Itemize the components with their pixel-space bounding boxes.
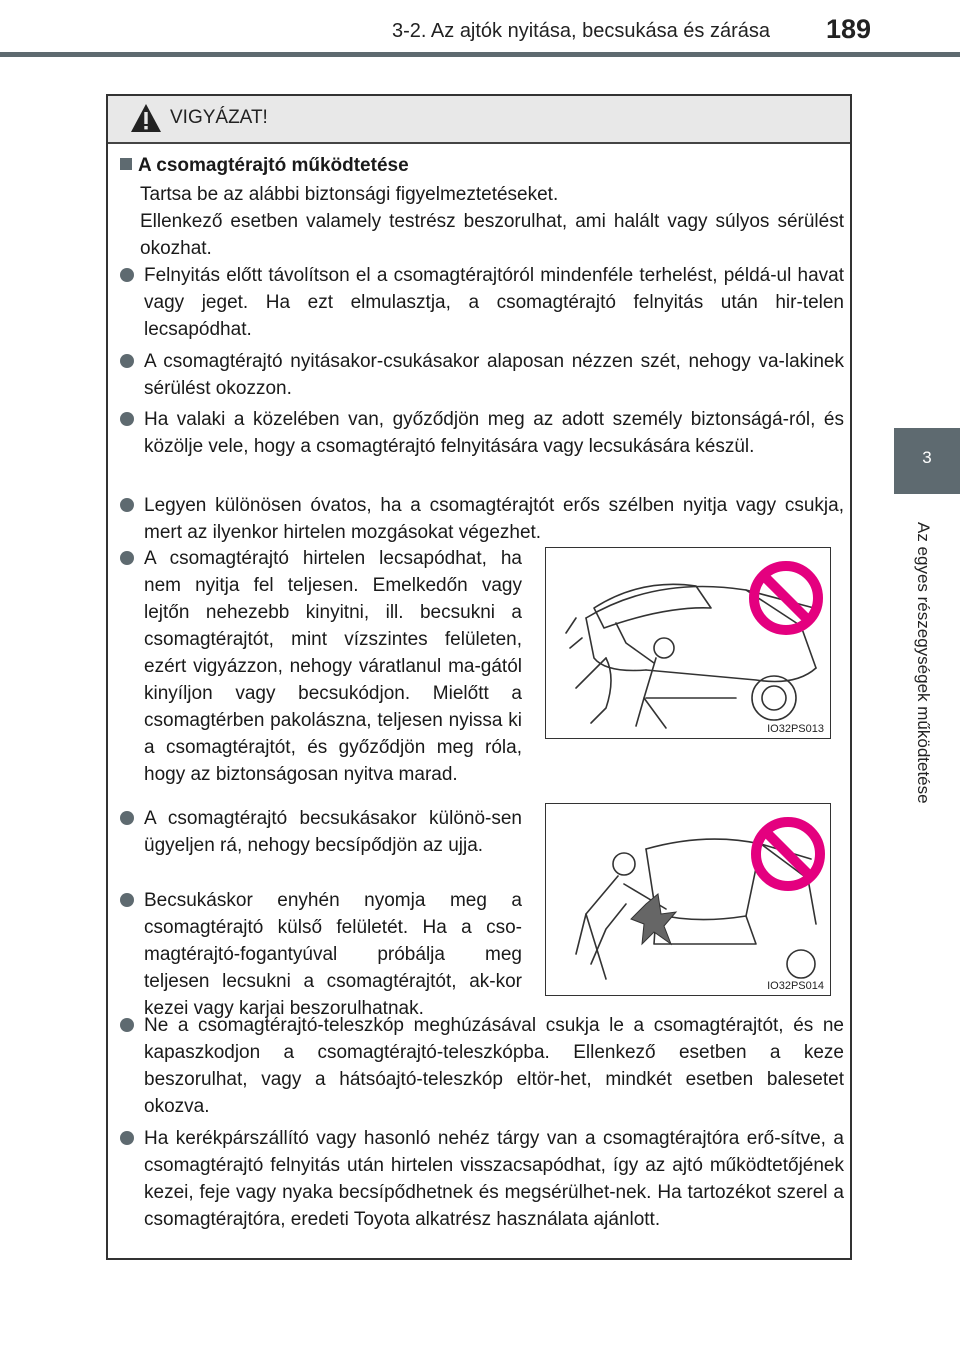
bullet-dot-icon [120, 412, 134, 426]
list-item [120, 545, 522, 788]
trunk-opening-illustration [546, 548, 831, 739]
list-item [120, 262, 844, 343]
list-item [120, 1012, 844, 1120]
list-item [120, 348, 844, 402]
bullet-dot-icon [120, 268, 134, 282]
bullet-dot-icon [120, 893, 134, 907]
header-rule [0, 52, 960, 57]
chapter-number: 3 [922, 448, 932, 467]
list-item [120, 1125, 844, 1233]
chapter-label: Az egyes részegységek működtetése [914, 522, 933, 804]
list-item-text: Ne a csomagtérajtó-teleszkóp meghúzásával csukja le a csomagtérajtót, és ne kapaszkodjon a csomagtérajtó-teleszkópba. Ellenkező esetben a keze beszorulhat, vagy a hátsóajtó-teleszkóp eltör-het, mindkét esetben balesetet okozva. [144, 1015, 844, 1117]
list-item-text: Felnyitás előtt távolítson el a csomagtérajtóról mindenféle terhelést, példá-ul havat vagy jeget. Ha ezt elmulasztja, a csomagtérajtó felnyitás után hir-telen lecsapódhat. [144, 265, 844, 340]
section-heading [120, 155, 409, 177]
list-item-text: Ha valaki a közelében van, győződjön meg az adott személy biztonságá-ról, és közölje vele, hogy a csomagtérajtó felnyitására vagy lecsukására készül. [144, 409, 844, 457]
trunk-closing-illustration [546, 804, 831, 996]
section-heading-text: A csomagtérajtó működtetése [138, 155, 409, 176]
chapter-tab [894, 428, 960, 494]
bullet-dot-icon [120, 498, 134, 512]
bullet-dot-icon [120, 354, 134, 368]
list-item [120, 887, 522, 1022]
figure-trunk-opening [545, 547, 831, 739]
page-number: 189 [826, 14, 872, 44]
intro-line-2: Ellenkező esetben valamely testrész beszorulhat, ami halált vagy súlyos sérülést okozhat. [140, 211, 844, 259]
warning-header [108, 96, 850, 144]
impact-burst-icon [631, 894, 676, 944]
bullet-dot-icon [120, 1131, 134, 1145]
figure-code: IO32PS014 [767, 980, 824, 992]
square-bullet-icon [120, 158, 132, 170]
figure-code: IO32PS013 [767, 723, 824, 735]
bullet-dot-icon [120, 1018, 134, 1032]
list-item-text: Ha kerékpárszállító vagy hasonló nehéz tárgy van a csomagtérajtóra erő-sítve, a csomagtérajtó felnyitás után hirtelen visszacsapódhat, így az ajtó működtetőjének kezei, feje vagy nyaka becsípődhetnek és megsérülhet-nek. Ha tartozékot szerel a csomagtérajtóra, eredeti Toyota alkatrész használata ajánlott. [144, 1128, 844, 1230]
list-item-text: A csomagtérajtó hirtelen lecsapódhat, ha nem nyitja fel teljesen. Emelkedőn vagy lejtőn nehezebb kinyitni, ill. becsukni a csomagtérajtót, mint vízszintes felületen, ezért vigyázzon, nehogy váratlanul ma-gától kinyíljon vagy becsukódjon. Mielőtt a csomagtérben pakolászna, teljesen nyissa ki a csomagtérajtót, és győződjön meg róla, hogy az biztonságosan nyitva marad. [144, 548, 522, 785]
header-section-title: 3-2. Az ajtók nyitása, becsukása és zárása [392, 20, 770, 42]
bullet-dot-icon [120, 811, 134, 825]
figure-trunk-closing [545, 803, 831, 996]
warning-box [106, 94, 852, 1260]
list-item-text: Becsukáskor enyhén nyomja meg a csomagtérajtó külső felületét. Ha a cso-magtérajtó-fogantyúval próbálja meg teljesen lecsukni a csomagtérajtót, ak-kor kezei vagy karjai beszorulhatnak. [144, 890, 522, 1019]
list-item [120, 492, 844, 546]
warning-triangle-icon [130, 103, 162, 133]
warning-title: VIGYÁZAT! [170, 107, 268, 128]
intro-line-1: Tartsa be az alábbi biztonsági figyelmeztetéseket. [140, 184, 559, 205]
list-item [120, 406, 844, 460]
list-item-text: Legyen különösen óvatos, ha a csomagtérajtót erős szélben nyitja vagy csukja, mert az ilyenkor hirtelen mozgásokat végezhet. [144, 495, 844, 543]
list-item-text: A csomagtérajtó nyitásakor-csukásakor alaposan nézzen szét, nehogy va-lakinek sérülést okozzon. [144, 351, 844, 399]
list-item [120, 805, 522, 859]
bullet-dot-icon [120, 551, 134, 565]
list-item-text: A csomagtérajtó becsukásakor különö-sen ügyeljen rá, nehogy becsípődjön az ujja. [144, 808, 522, 856]
